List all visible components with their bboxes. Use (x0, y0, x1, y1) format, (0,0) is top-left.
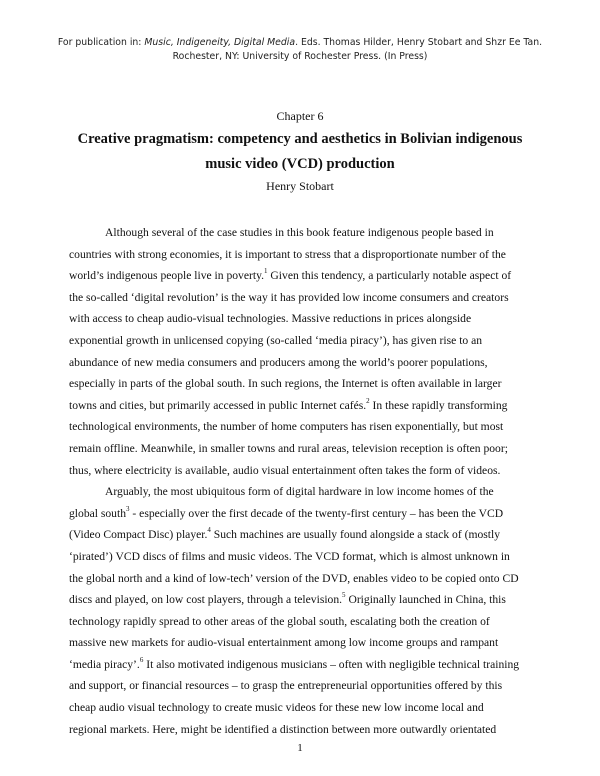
chapter-title (70, 127, 530, 177)
footnote-ref-3[interactable]: 3 (126, 504, 130, 513)
text-line: countries with strong economies, it is important to stress that a disproportionate number of the (69, 247, 506, 261)
text-line: massive new markets for audio-visual entertainment among low income groups and rampant (69, 636, 499, 650)
publication-note-line-1: For publication in: Music, Indigeneity, Digital Media. Eds. Thomas Hilder, Henry Stobart and Shzr Ee Tan. (57, 37, 543, 48)
text-line: global south$^3$ - especially over the first decade of the twenty-first century – has been the VCD (69, 504, 504, 520)
author-name: Henry Stobart (266, 179, 334, 193)
book-title: Music, Indigeneity, Digital Media (144, 37, 296, 48)
text-line: Although several of the case studies in this book feature indigenous people based in (105, 226, 494, 239)
paragraph-1 (69, 222, 529, 481)
text-line: especially in parts of the global south. In such regions, the Internet is often available in larger (69, 377, 502, 391)
text-line: the global north and a kind of low-tech’ version of the DVD, enables video to be copied onto CD (69, 571, 519, 585)
footnote-ref-2[interactable]: 2 (366, 396, 370, 405)
text-line: ‘pirated’) VCD discs of films and music videos. The VCD format, which is almost unknown in (69, 549, 510, 563)
text-line: the so-called ‘digital revolution’ is the way it has provided low income consumers and creators (69, 290, 509, 304)
text-line: (Video Compact Disc) player.$^4$ Such machines are usually found alongside a stack of (mostly (69, 526, 501, 542)
text-line: ‘media piracy’.$^6$ It also motivated indigenous musicians – often with negligible technical training (69, 656, 520, 671)
footnote-ref-1[interactable]: 1 (264, 267, 268, 276)
text-line: technology rapidly spread to other areas of the global south, escalating both the creation of (69, 614, 490, 628)
chapter-label: Chapter 6 (276, 109, 324, 123)
text-line: and support, or financial resources – to grasp the entrepreneurial opportunities offered by this (69, 679, 503, 693)
page-number: 1 (297, 742, 303, 754)
text-line: thus, where electricity is available, audio visual entertainment often takes the form of videos. (69, 463, 501, 477)
publication-note-line-2: Rochester, NY: University of Rochester Press. (In Press) (172, 51, 428, 62)
paragraph-2 (69, 481, 529, 740)
text-line: regional markets. Here, might be identified a distinction between more outwardly orientated (69, 722, 497, 736)
chapter-title-line-1: Creative pragmatism: competency and aesthetics in Bolivian indigenous (77, 131, 523, 147)
footnote-ref-4[interactable]: 4 (207, 526, 211, 535)
chapter-title-line-2: music video (VCD) production (205, 156, 395, 172)
text-line: world’s indigenous people live in poverty.$^1$ Given this tendency, a particularly notable aspect of (69, 267, 512, 283)
text-line: technological environments, the number of home computers has risen exponentially, but most (69, 420, 504, 434)
footnote-ref-6[interactable]: 6 (139, 656, 144, 665)
text-line: remain offline. Meanwhile, in smaller towns and rural areas, television reception is often poor; (69, 441, 508, 455)
body-text (69, 222, 529, 740)
footnote-ref-5[interactable]: 5 (342, 591, 346, 600)
text-line: exponential growth in unlicensed copying (so-called ‘media piracy’), has given rise to an (69, 333, 483, 347)
text-line: discs and played, on low cost players, through a television.$^5$ Originally launched in China, this (69, 591, 506, 607)
text-line: Arguably, the most ubiquitous form of digital hardware in low income homes of the (105, 485, 494, 499)
text-line: abundance of new media consumers and producers among the world’s poorer populations, (69, 355, 488, 369)
text-line: towns and cities, but primarily accessed in public Internet cafés.$^2$ In these rapidly transforming (69, 396, 508, 412)
text-line: with access to cheap audio-visual technologies. Massive reductions in prices alongside (69, 312, 472, 326)
publication-note (0, 36, 600, 64)
text-line: cheap audio visual technology to create music videos for these new low income local and (69, 701, 484, 715)
